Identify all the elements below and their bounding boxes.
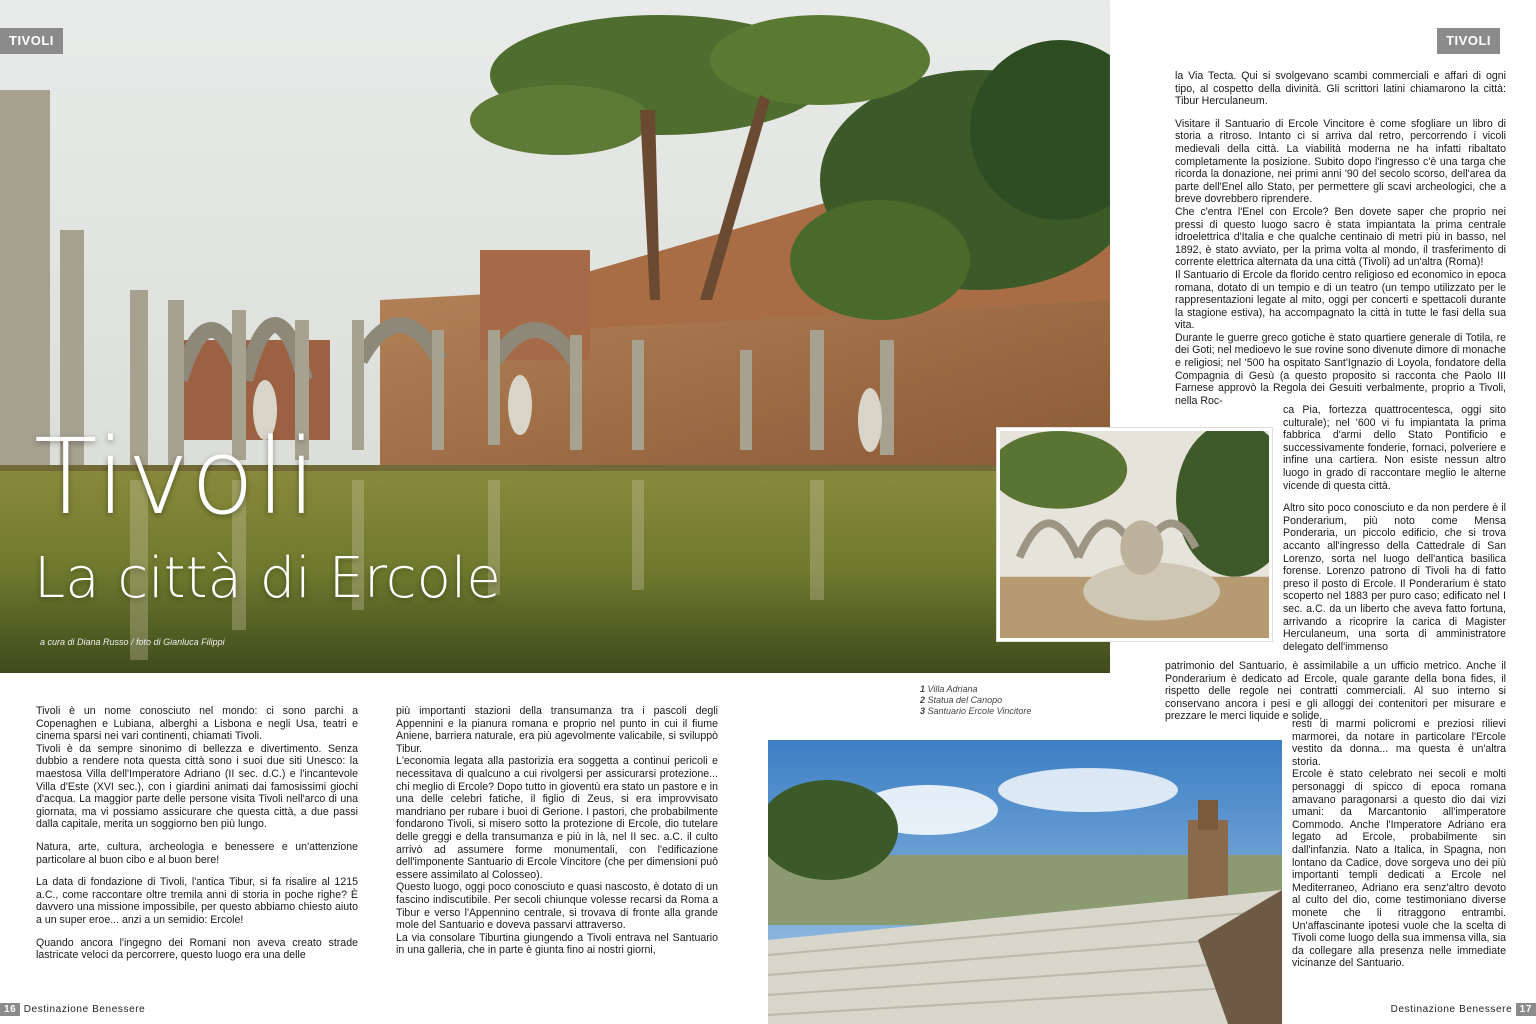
text-column-1 xyxy=(36,705,358,972)
section-tag-right: TIVOLI xyxy=(1437,28,1500,54)
article-subtitle: La città di Ercole xyxy=(34,546,501,611)
paragraph: L'economia legata alla pastorizia era soggetta a continui pericoli e necessitava di qualcuno a cui rivolgersi per assicurarsi protezione... chi meglio di Ercole? Dopo tutto in gioventù era stato un pastore e in una delle celebri fatiche, il figlio di Zeus, si era improvvisato mandriano per rubare i buoi di Gerione. I pastori, che probabilmente fondarono Tivoli, si misero sotto la protezione di Ercole, dio tutelare delle greggi e della transumanza e più in là, nel II sec. a.C. il culto arrivò ad assumere forme monumentali, con l'edificazione dell'imponente Santuario di Ercole Vincitore (che per dimensioni può essere assimilato al Colosseo). xyxy=(396,755,718,881)
paragraph: Quando ancora l'ingegno dei Romani non aveva creato strade lastricate veloci da percorrere, questo luogo era una delle xyxy=(36,936,358,962)
paragraph: Natura, arte, cultura, archeologia e benessere e un'attenzione particolare al buon cibo e al buon bere! xyxy=(36,840,358,866)
paragraph: La data di fondazione di Tivoli, l'antica Tibur, si fa risalire al 1215 a.C., come raccontare oltre tremila anni di storia in poche righe? È davvero una missione impossibile, per questo abbiamo chiesto aiuto a un super eroe... anzi a un semidio: Ercole! xyxy=(36,876,358,926)
magazine-name: Destinazione Benessere xyxy=(23,1004,146,1015)
text-column-5 xyxy=(1165,660,1506,723)
paragraph: La via consolare Tiburtina giungendo a Tivoli entrava nel Santuario in una galleria, che in parte è giunta fino ai nostri giorni, xyxy=(396,931,718,957)
article-credits: a cura di Diana Russo / foto di Gianluca Filippi xyxy=(40,637,225,647)
page-number: 16 xyxy=(0,1003,20,1016)
paragraph: più importanti stazioni della transumanza tra i pascoli degli Appennini e la pianura romana e proprio nel punto in cui il fiume Aniene, barriera naturale, era più agevolmente valicabile, si sviluppò Tibur. xyxy=(396,705,718,755)
paragraph: ca Pia, fortezza quattrocentesca, oggi sito culturale); nel '600 vi fu impiantata la prima fabbrica d'armi dello Stato Pontificio e successivamente fonderie, fornaci, polveriere e infine una cartiera. Non esiste nessun altro luogo in grado di raccontare meglio le alterne vicende di questa città. xyxy=(1283,404,1506,492)
inset-photo-canopo-statue xyxy=(997,428,1272,641)
caption-2: 2 Statua del Canopo xyxy=(920,695,1003,705)
folio-right xyxy=(1391,1003,1536,1016)
paragraph: Tivoli è da sempre sinonimo di bellezza e divertimento. Senza dubbio a rendere nota questa città sono i suoi due siti Unesco: la maestosa Villa dell'Imperatore Adriano (II sec. d.C.) e l'incantevole Villa d'Este (XVI sec.), con i giardini animati dai famosissimi giochi d'acqua. La maggior parte delle persone visita Tivoli nell'arco di una giornata, ma vi possiamo assicurare che questa città, a due passi dalla capitale, merita un soggiorno ben più lungo. xyxy=(36,742,358,831)
caption-1: 1 Villa Adriana xyxy=(920,684,978,694)
paragraph: Questo luogo, oggi poco conosciuto e quasi nascosto, è dotato di un fascino indiscutibile. Per secoli chiunque volesse recarsi da Roma a Tibur e verso l'Appennino centrale, si trovava di fronte alla grande mole del Santuario e doveva passarvi attraverso. xyxy=(396,881,718,932)
paragraph: Tivoli è un nome conosciuto nel mondo: ci sono parchi a Copenaghen e Lubiana, alberghi a Lisbona e negli Usa, teatri e cinema sparsi nei vari continenti, chiamati Tivoli. xyxy=(36,705,358,743)
text-column-6 xyxy=(1292,718,1506,970)
paragraph: Ercole è stato celebrato nei secoli e molti personaggi di spicco di epoca romana amavano paragonarsi a questo dio dai vizi umani: da Marcantonio all'imperatore Commodo. Anche l'Imperatore Adriano era legato ad Ercole, probabilmente sin dall'infanzia. Nato a Italica, in Spagna, non lontano da Cadice, dove sorgeva uno dei più importanti templi dedicati a Ercole nel Mediterraneo, Adriano era senz'altro devoto al culto del dio, come testimoniano diverse monete che li ritraggono entrambi. Un'affascinante ipotesi vuole che la scelta di Tivoli come luogo della sua immensa villa, sia da collegare alla presenza nelle immediate vicinanze del Santuario. xyxy=(1292,768,1506,970)
magazine-name: Destinazione Benessere xyxy=(1390,1004,1513,1015)
paragraph: Che c'entra l'Enel con Ercole? Ben dovete saper che proprio nei pressi di questo luogo sacro è stata impiantata la prima centrale idroelettrica d'Italia e che qualche centinaio di metri più in basso, nel 1892, è stato avviato, per la prima volta al mondo, il trasferimento di corrente elettrica alternata da una città (Tivoli) ad un'altra (Roma)! xyxy=(1175,205,1506,269)
photo-santuario-ercole xyxy=(768,740,1282,1024)
article-title: Tivoli xyxy=(34,416,319,538)
caption-3: 3 Santuario Ercole Vincitore xyxy=(920,706,1032,716)
article-title-block xyxy=(34,416,501,611)
paragraph: la Via Tecta. Qui si svolgevano scambi commerciali e affari di ogni tipo, al cospetto della divinità. Gli scrittori latini chiamarono la città: Tibur Herculaneum. xyxy=(1175,70,1506,108)
bottom-illustration xyxy=(768,740,1282,1024)
paragraph: patrimonio del Santuario, è assimilabile a un ufficio metrico. Anche il Ponderarium è dedicato ad Ercole, quale garante della bona fides, il rispetto delle regole nei contratti commerciali. Al suo interno si conservano ancora i pesi e gli alloggi dei contenitori per misurare e prezzare le merci liquide e solide, xyxy=(1165,660,1506,723)
paragraph: Visitare il Santuario di Ercole Vincitore è come sfogliare un libro di storia a ritroso. Intanto ci si arriva dal retro, percorrendo i vicoli medievali della città. La viabilità moderna ne ha infatti ribaltato completamente la posizione. Subito dopo l'ingresso c'è una targa che ricorda la donazione, nei primi anni '90 del secolo scorso, dell'area da parte dell'Enel allo Stato, per permettere gli scavi archeologici, che a breve dovrebbero riprendere. xyxy=(1175,117,1506,206)
paragraph: Durante le guerre greco gotiche è stato quartiere generale di Totila, re dei Goti; nel medioevo le sue rovine sono divenute dimore di monache e religiosi; nel '500 ha ospitato Sant'Ignazio di Loyola, fondatore della Compagnia di Gesù (a questo proposito si racconta che Paolo III Farnese approvò la Regola dei Gesuiti verbalmente, proprio a Tivoli, nella Roc- xyxy=(1175,331,1506,407)
paragraph: resti di marmi policromi e preziosi rilievi marmorei, da notare in particolare l'Ercole vestito da donna... ma questa è un'altra storia. xyxy=(1292,718,1506,768)
text-column-3 xyxy=(1175,70,1506,407)
inset-illustration xyxy=(1000,431,1269,638)
paragraph: Il Santuario di Ercole da florido centro religioso ed economico in epoca romana, dotato di un tempio e di un teatro (un tempo utilizzato per le rappresentazioni legate al mito, oggi per concerti e spettacoli durante la stagione estiva), ha accompagnato la città in tutte le fasi della sua vita. xyxy=(1175,268,1506,332)
section-tag-left: TIVOLI xyxy=(0,28,63,54)
paragraph: Altro sito poco conosciuto e da non perdere è il Ponderarium, più noto come Mensa Ponderaria, un piccolo edificio, che si trova accanto all'ingresso della Cattedrale di San Lorenzo, sorta nel luogo dell'antica basilica forense. Lorenzo patrono di Tivoli ha di fatto preso il posto di Ercole. Il Ponderarium è stato scoperto nel 1883 per puro caso; edificato nel I sec. a.C. da un liberto che aveva fatto fortuna, arrivando a ricoprire la carica di Magister Herculaneum, una sorta di amministratore delegato dell'immenso xyxy=(1283,502,1506,653)
photo-captions xyxy=(920,684,1031,717)
page-number: 17 xyxy=(1516,1003,1536,1016)
text-column-4 xyxy=(1283,404,1506,653)
folio-left xyxy=(0,1003,145,1016)
text-column-2 xyxy=(396,705,718,967)
